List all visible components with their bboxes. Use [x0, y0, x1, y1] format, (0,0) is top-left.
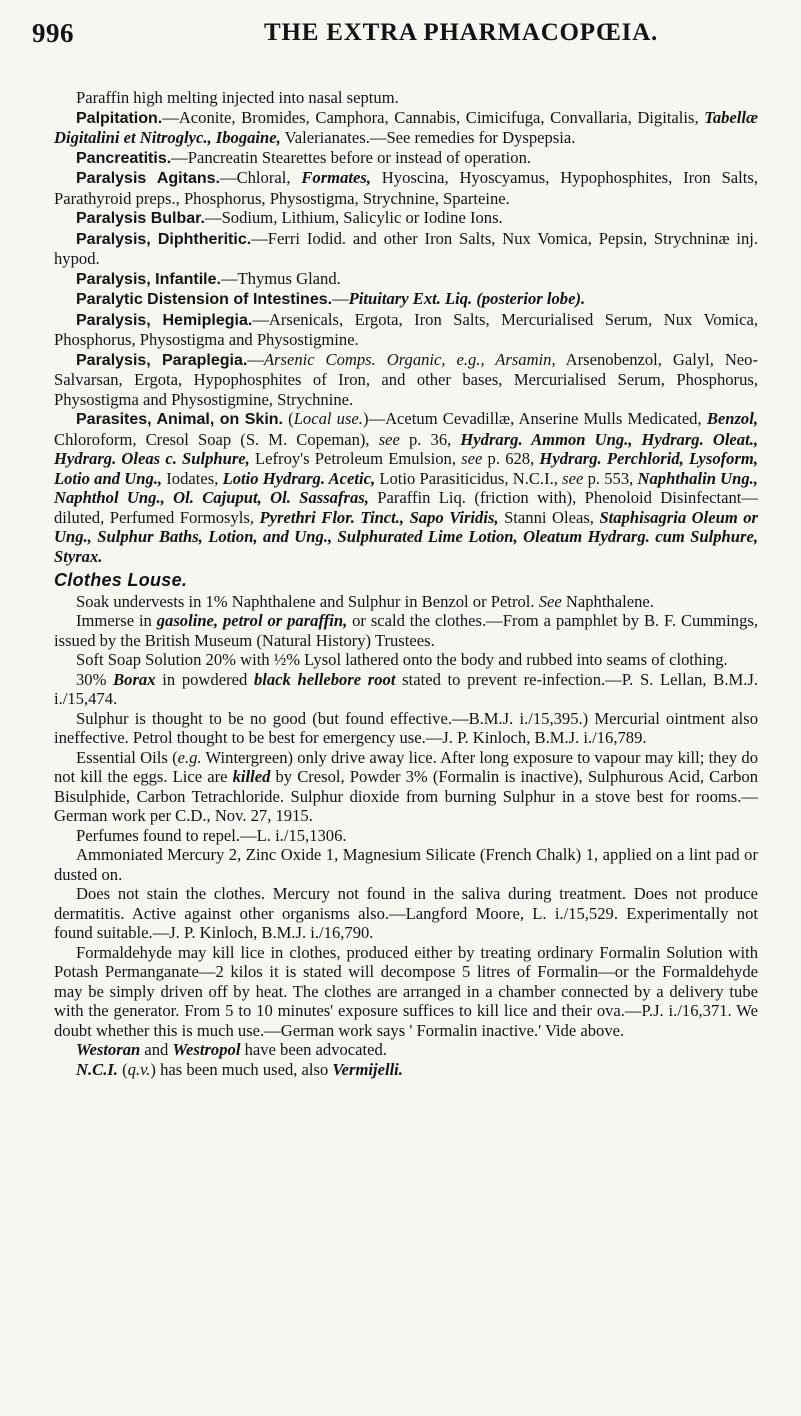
index-entry — [54, 208, 758, 229]
text-run: see — [378, 429, 400, 449]
text-run: killed — [232, 767, 271, 786]
text-run: Arsenobenzol, Galyl, Neo-Salvarsan, Ergota, Hypophosphites of Iron, and other bases, Mercurialised Serum, Phosphorus, Physostigma and Physostigmine, Strychnine. — [54, 349, 758, 409]
entry-headword: Paralysis, Infantile. — [76, 270, 221, 288]
paragraph — [54, 709, 758, 748]
paragraph — [54, 748, 758, 826]
text-run: Wintergreen) only drive away lice. After long exposure to vapour may kill; they do not kill the eggs. Lice are — [54, 747, 758, 786]
text-run: — — [332, 289, 349, 308]
text-run: )—Acetum Cevadillæ, Anserine Mulls Medicated, — [362, 409, 707, 428]
text-run: black hellebore root — [253, 669, 396, 689]
text-run: —Sodium, Lithium, Salicylic or Iodine Ions. — [204, 208, 503, 227]
text-run: Pyrethri Flor. Tinct., Sapo Viridis, — [259, 507, 499, 527]
text-run: Does not stain the clothes. Mercury not found in the saliva during treatment. Does not produce dermatitis. Active against other organisms also.—Langford Moore, L. i./15,529. Experimentally not found suitable.—J. P. Kinloch, B.M.J. i./16,790. — [54, 884, 758, 942]
paragraph — [54, 1040, 758, 1060]
text-body — [54, 88, 758, 1079]
text-run: see — [562, 468, 584, 488]
text-run: have been advocated. — [240, 1040, 387, 1059]
entry-headword: Paralytic Distension of Intestines. — [76, 291, 333, 308]
text-run: Tabellæ Digitalini et Nitroglyc., Ibogaine, — [54, 107, 758, 147]
text-run: Soft Soap Solution 20% with ½% Lysol lathered onto the body and rubbed into seams of clothing. — [76, 650, 728, 669]
text-run: Immerse in — [76, 611, 157, 630]
entry-headword: Paralysis Bulbar. — [76, 210, 205, 227]
paragraph — [54, 611, 758, 650]
text-run: p. 628, — [482, 449, 540, 468]
running-head — [32, 18, 752, 58]
text-run: stated to prevent re-infection.—P. S. Lellan, B.M.J. i./15,474. — [54, 669, 758, 708]
entry-headword: Paralysis, Hemiplegia. — [76, 311, 253, 329]
text-run: Hydrarg. Perchlorid, Lysoform, Lotio and Ung., — [54, 449, 758, 488]
text-run: Paraffin Liq. (friction with), Phenoloid Disinfectant—diluted, Perfumed Formosyls, — [54, 488, 758, 527]
section-heading: Clothes Louse. — [54, 570, 188, 590]
text-run: q.v. — [127, 1059, 151, 1079]
text-run: p. 553, — [583, 468, 638, 488]
text-run: — — [247, 349, 264, 369]
text-run: Westoran — [76, 1040, 141, 1059]
paragraph — [54, 592, 758, 612]
entry-headword: Pancreatitis. — [76, 149, 172, 167]
text-run: p. 36, — [399, 429, 461, 449]
text-run: ) has been much used, also — [150, 1059, 333, 1079]
text-run: —Pancreatin Stearettes before or instead of operation. — [171, 147, 532, 167]
entry-headword: Paralysis, Diphtheritic. — [76, 230, 252, 248]
text-run: See — [538, 591, 562, 611]
text-run: Local use. — [293, 409, 363, 428]
paragraph — [54, 650, 758, 670]
text-run: Naphthalin Ung., Naphthol Ung., Ol. Cajuput, Ol. Sassafras, — [54, 468, 758, 507]
text-run: or scald the clothes.—From a pamphlet by B. F. Cummings, issued by the British Museum (Natural History) Trustees. — [54, 611, 758, 650]
text-run: ( — [283, 409, 294, 428]
paragraph — [54, 826, 758, 846]
text-run: gasoline, petrol or paraffin, — [156, 611, 348, 630]
paragraph — [54, 943, 758, 1041]
index-entry — [54, 88, 758, 108]
text-run: e.g. — [177, 747, 202, 767]
text-run: Iodates, — [162, 468, 223, 488]
text-run: see — [461, 449, 483, 468]
text-run: Borax — [113, 669, 156, 689]
clothes-louse-section — [54, 592, 758, 1080]
index-entry — [54, 108, 758, 148]
page-number: 996 — [32, 18, 74, 48]
running-title: THE EXTRA PHARMACOPŒIA. — [264, 19, 659, 46]
text-run: Formaldehyde may kill lice in clothes, produced either by treating ordinary Formalin Solution with Potash Permanganate—2 kilos it is stated will decompose 5 litres of Formalin—or the Formaldehyde may be simply driven off by heat. The clothes are arranged in a chamber connected by a delivery tube with the generator. From 5 to 10 minutes' exposure suffices to kill lice and their ova.—P.J. i./16,371. We doubt whether this is much use.—German work says ' Formalin inactive.' Vide above. — [54, 942, 758, 1040]
text-run: and — [140, 1040, 173, 1059]
text-run: —Chloral, — [219, 168, 302, 187]
text-run: —Thymus Gland. — [220, 268, 341, 288]
entry-headword: Paralysis Agitans. — [76, 170, 220, 187]
text-run: Chloroform, Cresol Soap (S. M. Copeman), — [54, 429, 379, 449]
text-run: Westropol — [172, 1040, 241, 1059]
text-run: Formates, — [301, 168, 371, 187]
text-run: Benzol, — [706, 409, 758, 428]
index-entry — [54, 168, 758, 208]
text-run: in powdered — [155, 669, 254, 689]
entry-headword: Paralysis, Paraplegia. — [76, 351, 248, 369]
text-run: Perfumes found to repel.—L. i./15,1306. — [76, 825, 347, 845]
index-entry — [54, 148, 758, 169]
index-entry — [54, 350, 758, 410]
paragraph — [54, 1060, 758, 1080]
text-run: Lefroy's Petroleum Emulsion, — [249, 449, 462, 468]
text-run: Lotio Hydrarg. Acetic, — [222, 468, 376, 488]
text-run: —Arsenicals, Ergota, Iron Salts, Mercurialised Serum, Nux Vomica, Phosphorus, Physostigma and Physostigmine. — [54, 309, 758, 349]
index-entry — [54, 269, 758, 290]
text-run: Soak undervests in 1% Naphthalene and Sulphur in Benzol or Petrol. — [76, 591, 539, 611]
text-run: Hyoscina, Hyoscyamus, Hypophosphites, Iron Salts, Parathyroid preps., Phosphorus, Physostigma, Strychnine, Sparteine. — [54, 168, 758, 208]
entry-headword: Parasites, Animal, on Skin. — [76, 411, 283, 428]
text-run: Ammoniated Mercury 2, Zinc Oxide 1, Magnesium Silicate (French Chalk) 1, applied on a lint pad or dusted on. — [54, 845, 758, 884]
text-run: by Cresol, Powder 3% (Formalin is inactive), Sulphurous Acid, Carbon Bisulphide, Carbon Tetrachloride. Sulphur dioxide from burning Sulphur in a stove best for rooms.—German work per C.D., Nov. 27, 1915. — [54, 767, 758, 825]
text-run: Essential Oils ( — [76, 747, 178, 767]
text-run: 30% — [76, 669, 114, 689]
paragraph — [54, 884, 758, 943]
text-run: Sulphur is thought to be no good (but found effective.—B.M.J. i./15,395.) Mercurial ointment also ineffective. Petrol thought to be best for emergency use.—J. P. Kinloch, B.M.J. i./16,789. — [54, 708, 758, 747]
text-run: ( — [117, 1059, 128, 1079]
text-run: Vermijelli. — [332, 1059, 403, 1079]
text-run: Hydrarg. Ammon Ung., Hydrarg. Oleat., Hydrarg. Oleas c. Sulphure, — [54, 429, 759, 468]
index-entry — [54, 310, 758, 350]
text-run: Pituitary Ext. Liq. (posterior lobe). — [348, 289, 586, 308]
text-run: Staphisagria Oleum or Ung., Sulphur Baths, Lotion, and Ung., Sulphurated Lime Lotion, Oleatum Hydrarg. cum Sulphure, Styrax. — [54, 507, 758, 566]
text-run: Lotio Parasiticidus, N.C.I., — [375, 468, 563, 488]
text-run: N.C.I. — [76, 1059, 118, 1079]
text-run: —Aconite, Bromides, Camphora, Cannabis, Cimicifuga, Convallaria, Digitalis, — [162, 107, 705, 127]
index-entry — [54, 289, 758, 310]
text-run: Paraffin high melting injected into nasal septum. — [76, 88, 399, 107]
entry-headword: Palpitation. — [76, 109, 163, 127]
paragraph — [54, 670, 758, 709]
text-run: Valerianates.—See remedies for Dyspepsia. — [280, 128, 576, 147]
paragraph — [54, 845, 758, 884]
text-run: —Ferri Iodid. and other Iron Salts, Nux Vomica, Pepsin, Strychninæ inj. hypod. — [54, 228, 758, 268]
index-entry — [54, 409, 758, 566]
index-entry — [54, 229, 758, 269]
text-run: Stanni Oleas, — [498, 507, 600, 527]
text-run: Naphthalene. — [561, 591, 654, 611]
entries-section — [54, 88, 758, 566]
text-run: Arsenic Comps. Organic, e.g., Arsamin, — [263, 349, 556, 369]
